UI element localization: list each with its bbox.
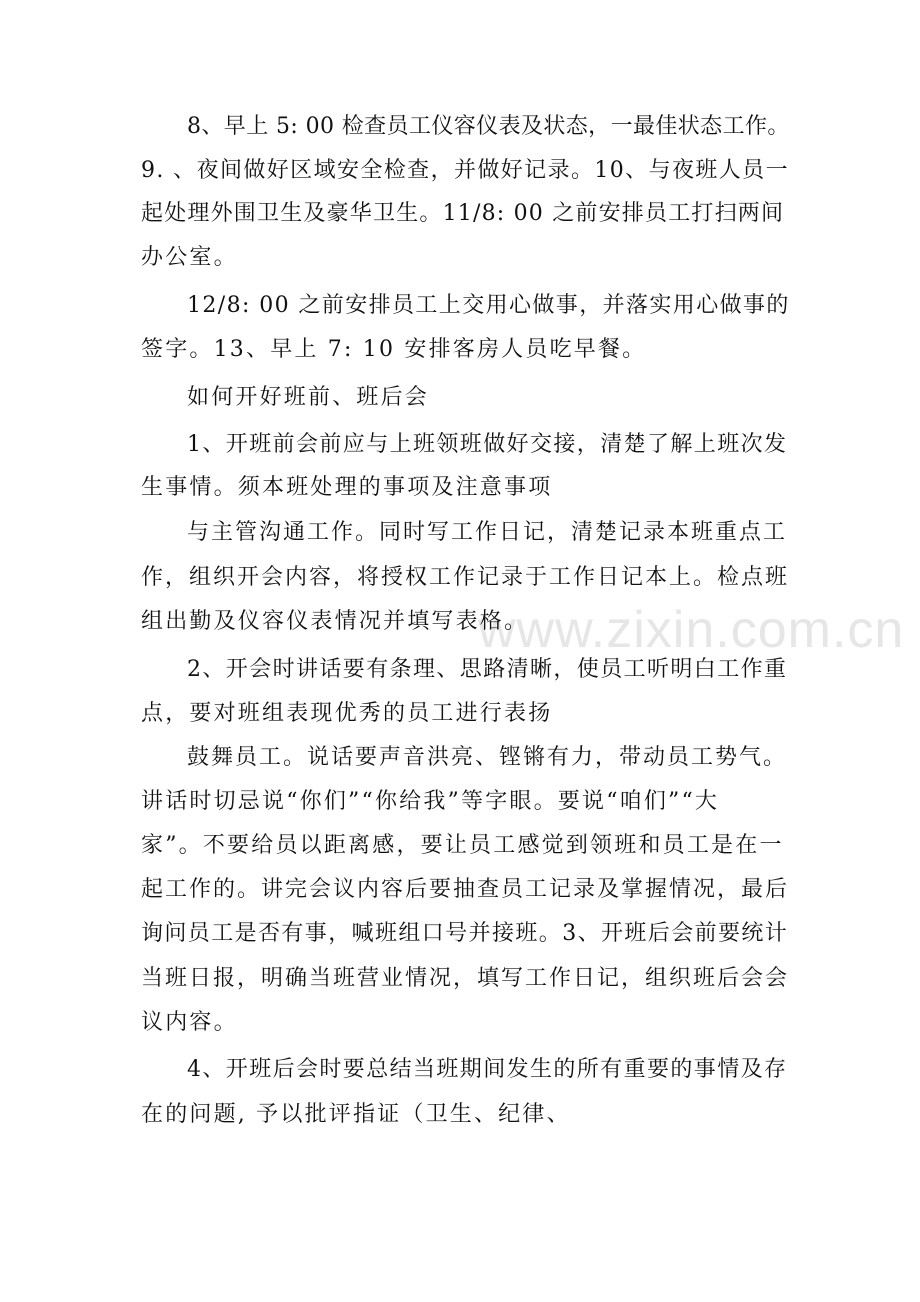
section-heading: 如何开好班前、班后会: [187, 385, 430, 410]
text-line: 9. 、夜间做好区域安全检查，并做好记录。10、与夜班人员一: [141, 158, 789, 183]
text-line: 起处理外围卫生及豪华卫生。11/8: 00 之前安排员工打扫两间: [141, 201, 785, 226]
text-line: 议内容。: [141, 1010, 238, 1035]
text-line: 家”。不要给员以距离感，要让员工感觉到领班和员工是在一: [141, 833, 784, 858]
text-line: 起工作的。讲完会议内容后要抽查员工记录及掌握情况，最后: [141, 877, 790, 902]
text-line: 讲话时切忌说“你们”“你给我”等字眼。要说“咱们”“大: [141, 789, 720, 814]
text-line: 点，要对班组表现优秀的员工进行表扬: [141, 701, 553, 726]
text-line: 办公室。: [141, 245, 238, 270]
text-line: 作，组织开会内容，将授权工作记录于工作日记本上。检点班: [141, 565, 790, 590]
text-line: 在的问题, 予以批评指证（卫生、纪律、: [141, 1102, 571, 1127]
text-line: 当班日报，明确当班营业情况，填写工作日记，组织班后会会: [141, 966, 790, 991]
text-line: 签字。13、早上 7: 10 安排客房人员吃早餐。: [141, 337, 647, 362]
text-line: 询问员工是否有事，喊班组口号并接班。3、开班后会前要统计: [141, 921, 789, 946]
text-line: 与主管沟通工作。同时写工作日记，清楚记录本班重点工: [187, 520, 788, 545]
text-line: 12/8: 00 之前安排员工上交用心做事，并落实用心做事的: [187, 293, 790, 318]
text-line: 生事情。须本班处理的事项及注意事项: [141, 475, 553, 500]
text-line: 4、开班后会时要总结当班期间发生的所有重要的事情及存: [187, 1057, 788, 1082]
text-line: 8、早上 5: 00 检查员工仪容仪表及状态，一最佳状态工作。: [187, 114, 790, 139]
text-line: 组出勤及仪容仪表情况并填写表格。: [141, 609, 529, 634]
watermark: www.zixin.com.cn: [478, 601, 905, 659]
text-line: 2、开会时讲话要有条理、思路清晰，使员工听明白工作重: [187, 657, 788, 682]
text-line: 鼓舞员工。说话要声音洪亮、铿锵有力，带动员工势气。: [187, 745, 788, 770]
text-line: 1、开班前会前应与上班领班做好交接，清楚了解上班次发: [187, 432, 788, 457]
